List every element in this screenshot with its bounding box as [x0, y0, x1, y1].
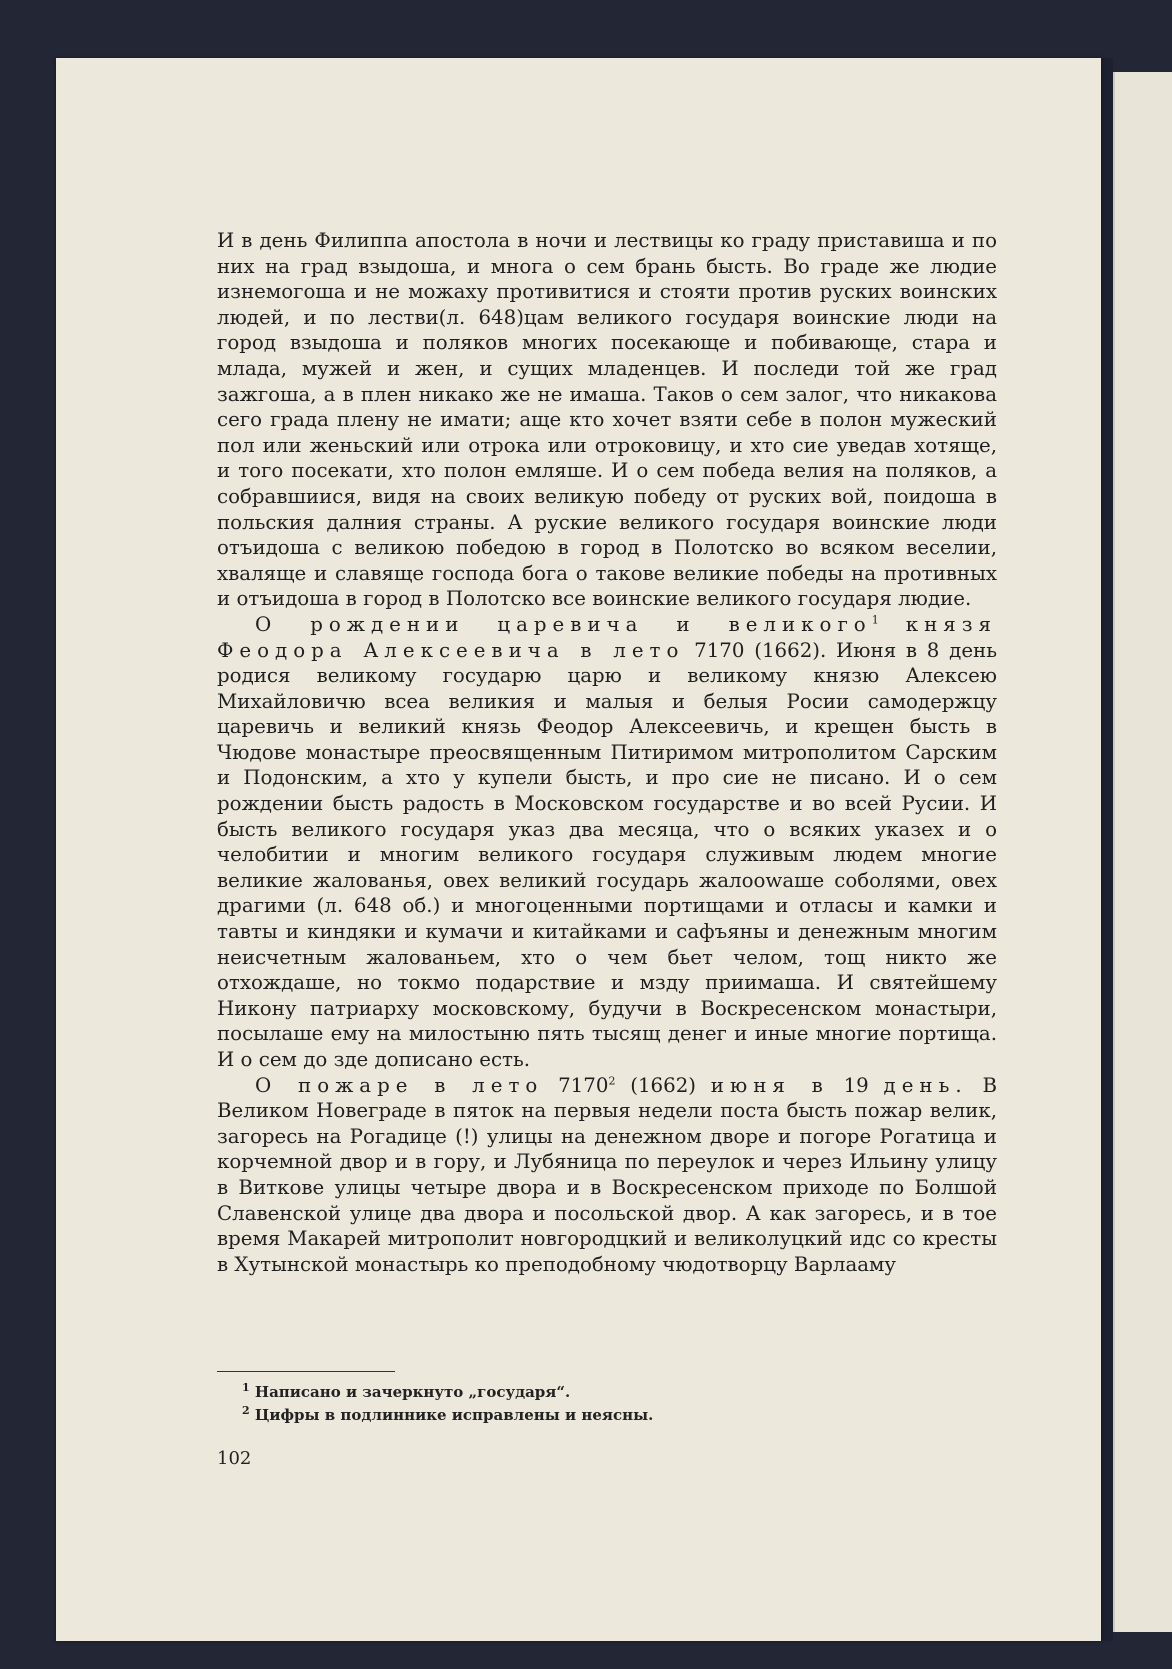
footnote-2: [242, 1404, 982, 1427]
footnote-ref-1: 1: [871, 613, 879, 627]
heading-birth-a: О рождении царевича и великого: [255, 612, 872, 636]
paragraph-birth-body: 7170 (1662). Июня в 8 день родися великому государю царю и великому князю Алексею Михайловичю всеа великия и малыя и белыя Росии самодержцу царевичь и великий князь Феодор Алексеевичь, и крещен бысть в Чюдове монастыре преосвященным Питиримом митрополитом Сарским и Подонским, а хто у купели бысть, и про сие не писано. И о сем рождении бысть радость в Московском государстве и во всей Русии. И бысть великого государя указ два месяца, что о всяких указех и о челобитии и многим великого государя служивым людем многие великие жалованья, овех великий государь жалоowаше соболями, овех драгими (л. 648 об.) и многоценными портищами и отласы и камки и тавты и киндяки и кумачи и китайками и сафъяны и денежным многим неисчетным жалованьем, хто о чем бьет челом, тощ никто же отхождаше, но токмо подарствие и мзду приимаша. И святейшему Никону патриарху московскому, будучи в Воскресенском монастыри, посылаше ему на милостыню пять тысящ денег и иные многие портища. И о сем до зде дописано есть.: [217, 638, 997, 1071]
footnote-ref-2: 2: [608, 1074, 616, 1087]
fire-year: 7170: [543, 1073, 609, 1097]
main-text: [217, 228, 997, 1277]
page-number: 102: [217, 1448, 252, 1469]
paragraph-1: И в день Филиппа апостола в ночи и лествицы ко граду приставиша и по них на град взыдоша, и многа о сем брань бысть. Во граде же людие изнемогоша и не можаху противитися и стояти против руских воинских людей, и по лестви(л. 648)цам великого государя воинские люди на город взыдоша и поляков многих посекающе и побивающе, стара и млада, мужей и жен, и сущих младенцев. И последи той же град зажгоша, а в плен никако же не имаша. Таков о сем залог, что никакова сего града плену не имати; аще кто хочет взяти себе в полон мужеский пол или женьский или отрока или отроковицу, и хто сие уведав хотяще, и того посекати, хто полон емляше. И о сем победа велия на поляков, а собравшиися, видя на своих великую победу от руских вой, поидоша в польския далния страны. А руские великого государя воинские люди отъидоша с великою победою в город в Полотско во всяком веселии, хваляще и славяще господа бога о такове великие победы на противных и отъидоша в город в Полотско все воинские великого государя людие.: [217, 229, 997, 611]
heading-fire-a: О пожаре в лето: [255, 1073, 544, 1097]
next-page-edge: [1113, 72, 1172, 1632]
fire-year-ad: (1662): [615, 1073, 711, 1097]
footnote-divider: [217, 1371, 395, 1372]
footnote-mark-2: 2: [242, 1404, 250, 1417]
footnote-text-2: Цифры в подлиннике исправлены и неясны.: [254, 1406, 654, 1424]
footnote-1: [242, 1381, 982, 1404]
paragraph-birth: [217, 612, 997, 1073]
book-spine: [1101, 58, 1113, 1641]
fire-day: 19: [828, 1073, 884, 1097]
heading-fire-b: июня в: [710, 1073, 829, 1097]
footnote-text-1: Написано и зачеркнуто „государя“.: [254, 1383, 571, 1401]
heading-fire-c: день.: [883, 1073, 968, 1097]
footnote-mark-1: 1: [242, 1381, 250, 1394]
footnotes: [242, 1381, 982, 1427]
heading-birth-b: князя Феодора Алексеевича в лето: [217, 612, 997, 662]
paragraph-fire: [217, 1073, 997, 1278]
paragraph-fire-body: В Великом Новеграде в пяток на первыя недели поста бысть пожар велик, загоресь на Рогадице (!) улицы на денежном дворе и погоре Рогатица и корчемной двор и в гору, и Лубяница по переулок и через Ильину улицу в Виткове улицы четыре двора и в Воскресенском приходе по Болшой Славенской улице два двора и посольской двор. А как загоресь, и в тое время Макарей митрополит новгородцкий и великолуцкий идс со кресты в Хутынской монастырь ко преподобному чюдотворцу Варлааму: [217, 1073, 998, 1276]
